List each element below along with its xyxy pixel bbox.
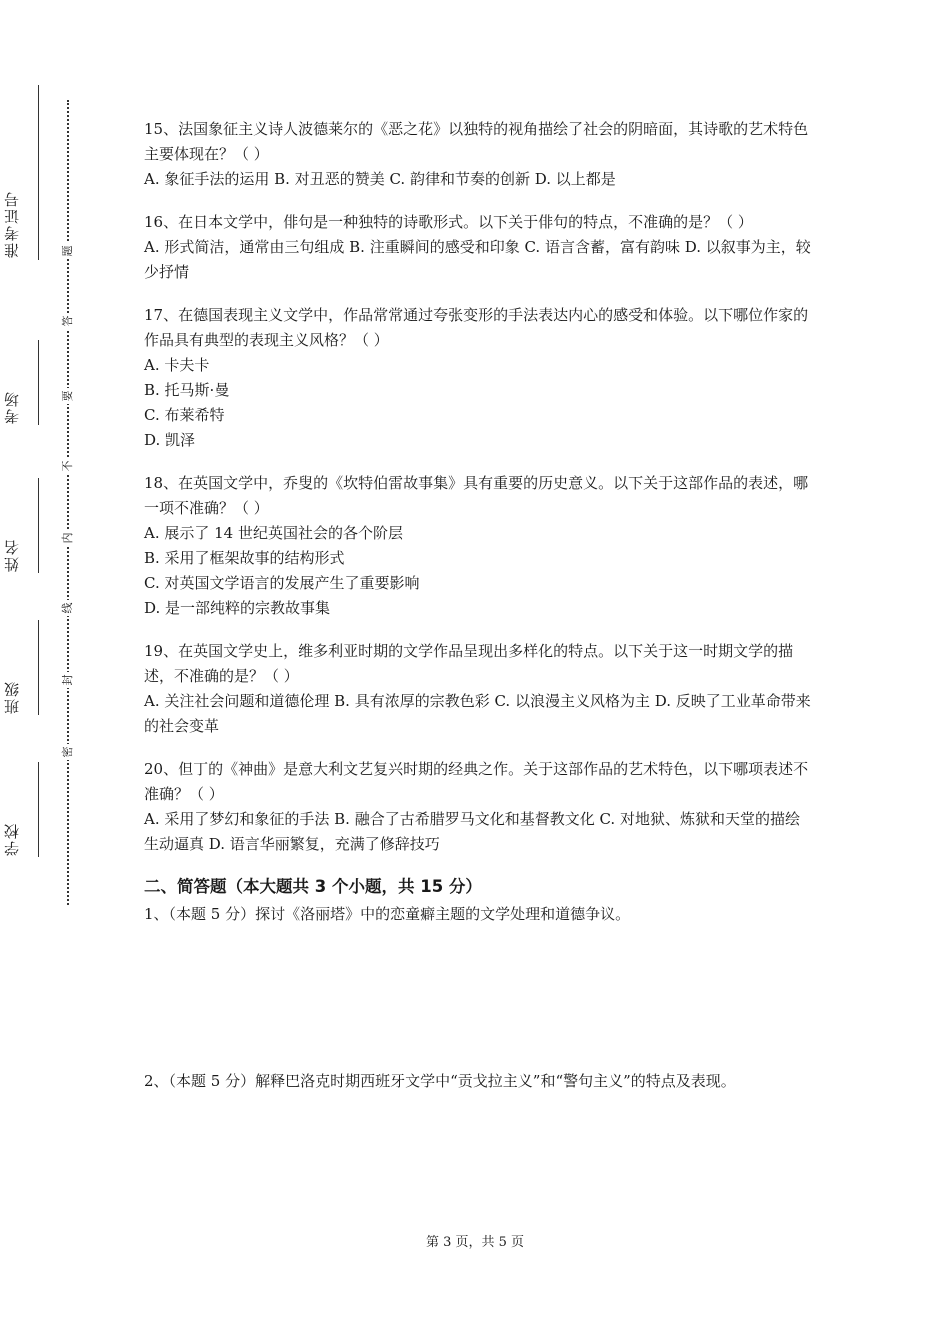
seal-char: 答 bbox=[60, 313, 76, 329]
question-stem: 15、法国象征主义诗人波德莱尔的《恶之花》以独特的视角描绘了社会的阴暗面，其诗歌的艺术特色主要体现在？（ ） bbox=[144, 120, 809, 163]
question-17 bbox=[144, 303, 812, 453]
seal-dotted-line bbox=[67, 100, 69, 905]
field-label-name: 姓名 bbox=[3, 538, 21, 572]
field-line bbox=[38, 478, 39, 573]
option-d: D. 是一部纯粹的宗教故事集 bbox=[144, 599, 331, 617]
field-line bbox=[38, 620, 39, 715]
field-line bbox=[38, 762, 39, 857]
seal-char: 要 bbox=[60, 388, 76, 404]
option-d: D. 凯泽 bbox=[144, 431, 196, 449]
question-stem: 17、在德国表现主义文学中，作品常常通过夸张变形的手法表达内心的感受和体验。以下哪位作家的作品具有典型的表现主义风格？（ ） bbox=[144, 306, 809, 349]
field-label-exam-id: 准考证号 bbox=[3, 190, 21, 258]
seal-char: 线 bbox=[60, 600, 76, 616]
section-title: 二、简答题（本大题共 3 个小题，共 15 分） bbox=[144, 877, 482, 896]
question-options: A. 采用了梦幻和象征的手法 B. 融合了古希腊罗马文化和基督教文化 C. 对地狱、炼狱和天堂的描绘生动逼真 D. 语言华丽繁复，充满了修辞技巧 bbox=[144, 810, 800, 853]
option-c: C. 布莱希特 bbox=[144, 406, 225, 424]
option-c: C. 对英国文学语言的发展产生了重要影响 bbox=[144, 574, 420, 592]
question-18 bbox=[144, 471, 812, 621]
question-16 bbox=[144, 210, 812, 285]
seal-char: 内 bbox=[60, 530, 76, 546]
option-a: A. 卡夫卡 bbox=[144, 356, 210, 374]
seal-char: 题 bbox=[60, 243, 76, 259]
field-line bbox=[38, 340, 39, 425]
field-label-class: 班级 bbox=[3, 680, 21, 714]
seal-char: 不 bbox=[60, 458, 76, 474]
field-line bbox=[38, 85, 39, 260]
question-stem: 18、在英国文学中，乔叟的《坎特伯雷故事集》具有重要的历史意义。以下关于这部作品的表述，哪一项不准确？（ ） bbox=[144, 474, 809, 517]
short-answer-2: 2、（本题 5 分）解释巴洛克时期西班牙文学中“贡戈拉主义”和“警句主义”的特点及表现。 bbox=[144, 1072, 736, 1090]
field-label-exam-room: 考场 bbox=[3, 390, 21, 424]
question-stem: 19、在英国文学史上，维多利亚时期的文学作品呈现出多样化的特点。以下关于这一时期文学的描述，不准确的是？（ ） bbox=[144, 642, 794, 685]
page-footer: 第 3 页，共 5 页 bbox=[425, 1235, 525, 1250]
question-20 bbox=[144, 757, 812, 857]
option-b: B. 托马斯·曼 bbox=[144, 381, 230, 399]
exam-content bbox=[144, 117, 812, 1094]
field-label-school: 学校 bbox=[3, 822, 21, 856]
seal-char: 密 bbox=[60, 744, 76, 760]
question-stem: 16、在日本文学中，俳句是一种独特的诗歌形式。以下关于俳句的特点，不准确的是？（ ） bbox=[144, 213, 753, 231]
question-options: A. 象征手法的运用 B. 对丑恶的赞美 C. 韵律和节奏的创新 D. 以上都是 bbox=[144, 170, 616, 188]
binding-margin bbox=[0, 0, 110, 1344]
option-a: A. 展示了 14 世纪英国社会的各个阶层 bbox=[144, 524, 403, 542]
short-answer-1: 1、（本题 5 分）探讨《洛丽塔》中的恋童癖主题的文学处理和道德争议。 bbox=[144, 905, 631, 923]
question-options: A. 关注社会问题和道德伦理 B. 具有浓厚的宗教色彩 C. 以浪漫主义风格为主 D. 反映了工业革命带来的社会变革 bbox=[144, 692, 811, 735]
option-b: B. 采用了框架故事的结构形式 bbox=[144, 549, 345, 567]
question-15 bbox=[144, 117, 812, 192]
question-options: A. 形式简洁，通常由三句组成 B. 注重瞬间的感受和印象 C. 语言含蓄，富有韵味 D. 以叙事为主，较少抒情 bbox=[144, 238, 811, 281]
seal-char: 封 bbox=[60, 672, 76, 688]
question-19 bbox=[144, 639, 812, 739]
question-stem: 20、但丁的《神曲》是意大利文艺复兴时期的经典之作。关于这部作品的艺术特色，以下哪项表述不准确？（ ） bbox=[144, 760, 809, 803]
